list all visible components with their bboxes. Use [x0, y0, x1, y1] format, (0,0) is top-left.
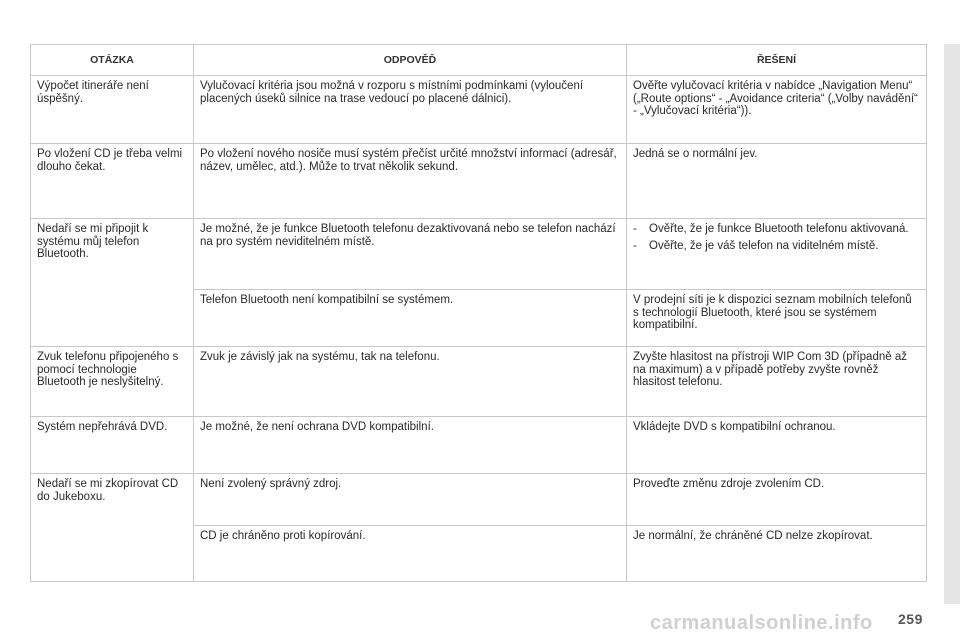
- solution-cell: Je normální, že chráněné CD nelze zkopírovat.: [627, 526, 927, 582]
- answer-cell: Není zvolený správný zdroj.: [194, 474, 627, 526]
- question-cell: Nedaří se mi připojit k systému můj telefon Bluetooth.: [31, 219, 194, 347]
- solution-cell: Jedná se o normální jev.: [627, 144, 927, 219]
- solution-list: [633, 223, 920, 252]
- faq-table: [30, 44, 927, 582]
- page-number: 259: [898, 611, 923, 627]
- answer-cell: Je možné, že není ochrana DVD kompatibilní.: [194, 417, 627, 474]
- table-row: [31, 76, 927, 144]
- table-row: [31, 474, 927, 526]
- answer-cell: Po vložení nového nosiče musí systém přečíst určité množství informací (adresář, název, umělec, atd.). Může to trvat několik sekund.: [194, 144, 627, 219]
- solution-cell: [627, 219, 927, 290]
- table-row: [31, 219, 927, 290]
- side-margin-strip: [944, 44, 960, 604]
- table-header-row: [31, 45, 927, 76]
- answer-cell: Zvuk je závislý jak na systému, tak na telefonu.: [194, 347, 627, 417]
- solution-cell: V prodejní síti je k dispozici seznam mobilních telefonů s technologií Bluetooth, které jsou se systémem kompatibilní.: [627, 290, 927, 347]
- dash-marker: -: [633, 239, 637, 252]
- solution-cell: Vkládejte DVD s kompatibilní ochranou.: [627, 417, 927, 474]
- answer-cell: Je možné, že je funkce Bluetooth telefonu dezaktivovaná nebo se telefon nachází na pro systém neviditelném místě.: [194, 219, 627, 290]
- watermark: carmanualsonline.info: [650, 612, 873, 634]
- header-question: OTÁZKA: [31, 45, 194, 76]
- list-item-text: Ověřte, že je váš telefon na viditelném místě.: [649, 239, 879, 252]
- solution-cell: Zvyšte hlasitost na přístroji WIP Com 3D (případně až na maximum) a v případě potřeby zvyšte rovněž hlasitost telefonu.: [627, 347, 927, 417]
- solution-cell: Ověřte vylučovací kritéria v nabídce „Navigation Menu“ („Route options“ - „Avoidance criteria“ („Volby navádění“ - „Vylučovací kritéria“)).: [627, 76, 927, 144]
- answer-cell: Telefon Bluetooth není kompatibilní se systémem.: [194, 290, 627, 347]
- question-cell: Výpočet itineráře není úspěšný.: [31, 76, 194, 144]
- table-row: [31, 417, 927, 474]
- list-item: [633, 240, 920, 253]
- question-cell: Systém nepřehrává DVD.: [31, 417, 194, 474]
- table-row: [31, 144, 927, 219]
- list-item-text: Ověřte, že je funkce Bluetooth telefonu aktivovaná.: [649, 223, 909, 235]
- header-answer: ODPOVĚĎ: [194, 45, 627, 76]
- dash-marker: -: [633, 223, 637, 235]
- question-cell: Po vložení CD je třeba velmi dlouho čekat.: [31, 144, 194, 219]
- answer-cell: CD je chráněno proti kopírování.: [194, 526, 627, 582]
- solution-cell: Proveďte změnu zdroje zvolením CD.: [627, 474, 927, 526]
- table-row: [31, 347, 927, 417]
- question-cell: Nedaří se mi zkopírovat CD do Jukeboxu.: [31, 474, 194, 582]
- question-cell: Zvuk telefonu připojeného s pomocí technologie Bluetooth je neslyšitelný.: [31, 347, 194, 417]
- header-solution: ŘEŠENÍ: [627, 45, 927, 76]
- list-item: [633, 223, 920, 236]
- answer-cell: Vylučovací kritéria jsou možná v rozporu s místními podmínkami (vyloučení placených úseků silnice na trase vedoucí po placené dálnici).: [194, 76, 627, 144]
